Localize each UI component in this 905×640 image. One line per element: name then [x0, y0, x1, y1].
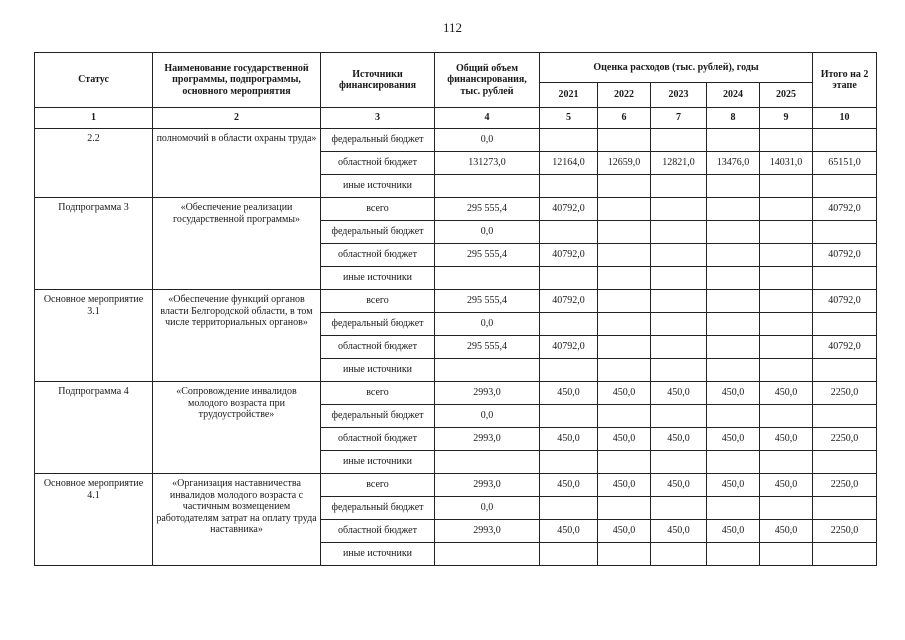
year-amount: 40792,0 [540, 290, 598, 313]
stage-total-amount [813, 451, 877, 474]
column-number: 2 [153, 108, 321, 129]
year-amount [598, 221, 651, 244]
funding-source: федеральный бюджет [321, 313, 435, 336]
year-amount [598, 290, 651, 313]
total-amount: 295 555,4 [435, 336, 540, 359]
total-amount: 0,0 [435, 221, 540, 244]
year-amount: 450,0 [707, 428, 760, 451]
year-amount: 450,0 [760, 520, 813, 543]
year-amount [707, 359, 760, 382]
year-amount [760, 198, 813, 221]
funding-source: всего [321, 198, 435, 221]
header-total: Общий объем финансирования, тыс. рублей [435, 53, 540, 108]
year-amount [760, 405, 813, 428]
stage-total-amount [813, 313, 877, 336]
table-row [35, 129, 877, 152]
header-stage-total: Итого на 2 этапе [813, 53, 877, 108]
column-number: 10 [813, 108, 877, 129]
funding-source: всего [321, 382, 435, 405]
year-amount: 450,0 [598, 520, 651, 543]
year-amount: 14031,0 [760, 152, 813, 175]
year-amount [540, 221, 598, 244]
stage-total-amount: 2250,0 [813, 520, 877, 543]
year-amount: 13476,0 [707, 152, 760, 175]
year-amount [651, 244, 707, 267]
year-amount [651, 267, 707, 290]
total-amount: 0,0 [435, 405, 540, 428]
total-amount [435, 543, 540, 566]
total-amount: 131273,0 [435, 152, 540, 175]
total-amount: 2993,0 [435, 474, 540, 497]
total-amount [435, 175, 540, 198]
funding-source: федеральный бюджет [321, 405, 435, 428]
year-amount [760, 175, 813, 198]
column-number: 5 [540, 108, 598, 129]
year-amount [707, 405, 760, 428]
year-amount [707, 244, 760, 267]
year-amount: 450,0 [540, 428, 598, 451]
year-amount [540, 313, 598, 336]
page-number: 112 [442, 20, 463, 35]
column-number: 9 [760, 108, 813, 129]
funding-source: областной бюджет [321, 336, 435, 359]
year-amount [707, 313, 760, 336]
table-row [35, 290, 877, 313]
total-amount [435, 451, 540, 474]
year-amount: 450,0 [598, 474, 651, 497]
total-amount: 295 555,4 [435, 244, 540, 267]
funding-source: всего [321, 290, 435, 313]
year-amount [598, 267, 651, 290]
year-amount [651, 313, 707, 336]
year-amount: 450,0 [651, 382, 707, 405]
header-name: Наименование государственной программы, подпрограммы, основного мероприятия [153, 53, 321, 108]
stage-total-amount [813, 221, 877, 244]
total-amount: 295 555,4 [435, 290, 540, 313]
year-amount [760, 129, 813, 152]
year-amount [598, 198, 651, 221]
table-row [35, 382, 877, 405]
stage-total-amount [813, 129, 877, 152]
funding-source: областной бюджет [321, 520, 435, 543]
total-amount: 2993,0 [435, 428, 540, 451]
column-number: 7 [651, 108, 707, 129]
stage-total-amount [813, 497, 877, 520]
row-program-name: «Обеспечение функций органов власти Белгородской области, в том числе территориальных органов» [153, 290, 321, 382]
stage-total-amount [813, 267, 877, 290]
total-amount: 2993,0 [435, 382, 540, 405]
stage-total-amount [813, 175, 877, 198]
stage-total-amount: 40792,0 [813, 198, 877, 221]
year-amount [760, 543, 813, 566]
funding-source: областной бюджет [321, 244, 435, 267]
stage-total-amount: 40792,0 [813, 336, 877, 359]
header-year: 2021 [540, 83, 598, 108]
column-number: 4 [435, 108, 540, 129]
year-amount: 450,0 [760, 474, 813, 497]
year-amount: 40792,0 [540, 336, 598, 359]
header-year: 2023 [651, 83, 707, 108]
year-amount [540, 451, 598, 474]
year-amount: 12821,0 [651, 152, 707, 175]
year-amount: 12164,0 [540, 152, 598, 175]
funding-source: иные источники [321, 175, 435, 198]
year-amount [707, 290, 760, 313]
year-amount [598, 359, 651, 382]
year-amount [540, 129, 598, 152]
funding-source: областной бюджет [321, 428, 435, 451]
row-program-name: «Сопровождение инвалидов молодого возраста при трудоустройстве» [153, 382, 321, 474]
stage-total-amount: 65151,0 [813, 152, 877, 175]
year-amount: 450,0 [760, 382, 813, 405]
funding-source: иные источники [321, 451, 435, 474]
year-amount [651, 359, 707, 382]
year-amount [707, 497, 760, 520]
year-amount [598, 175, 651, 198]
year-amount [540, 497, 598, 520]
column-number: 6 [598, 108, 651, 129]
table-body [35, 129, 877, 566]
row-status: Подпрограмма 3 [35, 198, 153, 290]
row-status: Основное мероприятие 3.1 [35, 290, 153, 382]
year-amount [651, 497, 707, 520]
header-year: 2022 [598, 83, 651, 108]
year-amount [760, 221, 813, 244]
year-amount [651, 175, 707, 198]
year-amount [651, 336, 707, 359]
year-amount: 450,0 [707, 474, 760, 497]
year-amount [707, 336, 760, 359]
stage-total-amount: 40792,0 [813, 244, 877, 267]
year-amount [540, 543, 598, 566]
year-amount [760, 359, 813, 382]
year-amount [598, 129, 651, 152]
year-amount [598, 336, 651, 359]
year-amount [651, 543, 707, 566]
year-amount: 450,0 [651, 428, 707, 451]
header-year: 2025 [760, 83, 813, 108]
year-amount [760, 244, 813, 267]
year-amount [651, 129, 707, 152]
table-row [35, 198, 877, 221]
header-status: Статус [35, 53, 153, 108]
header-estimate: Оценка расходов (тыс. рублей), годы [540, 53, 813, 83]
year-amount: 450,0 [651, 474, 707, 497]
year-amount [540, 175, 598, 198]
year-amount [707, 175, 760, 198]
year-amount [598, 543, 651, 566]
year-amount [598, 244, 651, 267]
year-amount [651, 198, 707, 221]
funding-source: федеральный бюджет [321, 497, 435, 520]
budget-table [34, 52, 877, 566]
year-amount [707, 129, 760, 152]
total-amount [435, 359, 540, 382]
stage-total-amount: 2250,0 [813, 428, 877, 451]
funding-source: федеральный бюджет [321, 221, 435, 244]
stage-total-amount: 2250,0 [813, 382, 877, 405]
funding-source: всего [321, 474, 435, 497]
year-amount [540, 267, 598, 290]
year-amount: 450,0 [707, 520, 760, 543]
year-amount: 40792,0 [540, 244, 598, 267]
row-status: 2.2 [35, 129, 153, 198]
stage-total-amount [813, 359, 877, 382]
stage-total-amount [813, 405, 877, 428]
stage-total-amount: 40792,0 [813, 290, 877, 313]
funding-source: областной бюджет [321, 152, 435, 175]
row-status: Основное мероприятие 4.1 [35, 474, 153, 566]
year-amount [760, 451, 813, 474]
stage-total-amount: 2250,0 [813, 474, 877, 497]
year-amount [598, 451, 651, 474]
year-amount: 450,0 [707, 382, 760, 405]
year-amount [760, 497, 813, 520]
header-year: 2024 [707, 83, 760, 108]
year-amount [707, 221, 760, 244]
column-number: 8 [707, 108, 760, 129]
year-amount [598, 405, 651, 428]
header-sources: Источники финансирования [321, 53, 435, 108]
total-amount: 0,0 [435, 497, 540, 520]
year-amount: 450,0 [651, 520, 707, 543]
year-amount [760, 267, 813, 290]
table-row [35, 474, 877, 497]
row-program-name: «Организация наставничества инвалидов молодого возраста с частичным возмещением работодателям затрат на оплату труда наставника» [153, 474, 321, 566]
year-amount: 450,0 [598, 382, 651, 405]
year-amount: 450,0 [760, 428, 813, 451]
year-amount [651, 221, 707, 244]
stage-total-amount [813, 543, 877, 566]
total-amount: 2993,0 [435, 520, 540, 543]
total-amount: 0,0 [435, 129, 540, 152]
year-amount: 450,0 [598, 428, 651, 451]
year-amount: 12659,0 [598, 152, 651, 175]
funding-source: иные источники [321, 267, 435, 290]
year-amount: 450,0 [540, 382, 598, 405]
year-amount [540, 405, 598, 428]
total-amount: 0,0 [435, 313, 540, 336]
year-amount: 450,0 [540, 520, 598, 543]
year-amount [707, 267, 760, 290]
year-amount [540, 359, 598, 382]
funding-source: иные источники [321, 543, 435, 566]
year-amount: 40792,0 [540, 198, 598, 221]
column-number: 1 [35, 108, 153, 129]
row-program-name: полномочий в области охраны труда» [153, 129, 321, 198]
year-amount [760, 336, 813, 359]
funding-source: иные источники [321, 359, 435, 382]
year-amount [651, 405, 707, 428]
row-program-name: «Обеспечение реализации государственной программы» [153, 198, 321, 290]
year-amount [651, 451, 707, 474]
column-number: 3 [321, 108, 435, 129]
year-amount [707, 543, 760, 566]
year-amount [651, 290, 707, 313]
year-amount: 450,0 [540, 474, 598, 497]
year-amount [598, 497, 651, 520]
year-amount [760, 313, 813, 336]
year-amount [760, 290, 813, 313]
total-amount: 295 555,4 [435, 198, 540, 221]
total-amount [435, 267, 540, 290]
year-amount [598, 313, 651, 336]
year-amount [707, 198, 760, 221]
funding-source: федеральный бюджет [321, 129, 435, 152]
row-status: Подпрограмма 4 [35, 382, 153, 474]
year-amount [707, 451, 760, 474]
